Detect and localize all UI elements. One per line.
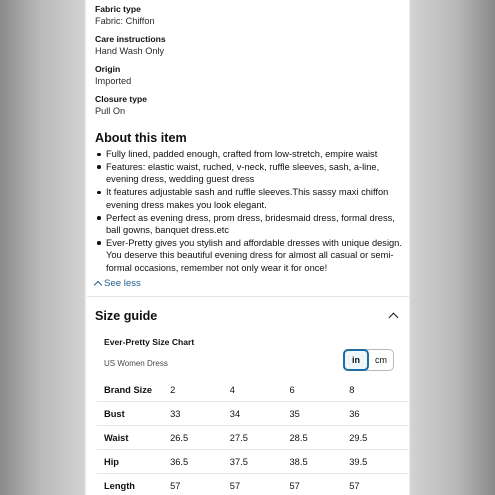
size-chart-title: Ever-Pretty Size Chart bbox=[104, 337, 195, 347]
table-cell: 6 bbox=[290, 378, 350, 402]
unit-option-cm[interactable]: cm bbox=[375, 355, 387, 365]
table-cell: 37.5 bbox=[230, 450, 290, 474]
table-cell: 57 bbox=[229, 480, 241, 491]
table-cell: 36.5 bbox=[170, 450, 230, 474]
unit-option-in[interactable]: in bbox=[343, 349, 369, 371]
chevron-up-icon bbox=[94, 281, 102, 289]
attribute-value: Pull On bbox=[95, 106, 126, 116]
table-cell: 29.5 bbox=[349, 426, 409, 450]
table-row bbox=[97, 450, 409, 474]
table-cell: 28.5 bbox=[290, 426, 350, 450]
size-chart-subtitle: US Women Dress bbox=[104, 359, 168, 368]
attribute-label: Care instructions bbox=[95, 34, 166, 44]
table-cell: 57 bbox=[170, 480, 181, 491]
unit-toggle bbox=[343, 349, 394, 371]
table-cell: 26.5 bbox=[170, 426, 230, 450]
table-cell: 36 bbox=[349, 402, 409, 426]
row-header: Waist bbox=[97, 426, 170, 450]
attribute-value: Imported bbox=[95, 76, 132, 86]
table-row bbox=[97, 402, 409, 426]
product-details-panel bbox=[87, 0, 409, 495]
table-cell: 4 bbox=[230, 378, 290, 402]
bullet-item: Ever-Pretty gives you stylish and affordable dresses with unique design. You deserve this beautiful evening dress for almost all casual or semi-formal occasions, remember not only wear it for once! bbox=[95, 237, 407, 274]
see-less-link[interactable] bbox=[95, 278, 141, 289]
about-bullet-list bbox=[95, 148, 407, 275]
row-header: Hip bbox=[97, 450, 170, 474]
row-header: Brand Size bbox=[97, 378, 170, 402]
section-divider bbox=[87, 296, 409, 297]
row-header: Bust bbox=[97, 402, 170, 426]
table-cell: 57 bbox=[349, 480, 360, 491]
chevron-up-icon bbox=[389, 313, 399, 323]
attribute-origin bbox=[95, 64, 131, 87]
attribute-label: Closure type bbox=[95, 94, 148, 104]
bullet-item: Features: elastic waist, ruched, v-neck, ruffle sleeves, sash, a-line, evening dress, wedding guest dress bbox=[95, 161, 407, 186]
table-row bbox=[97, 426, 409, 450]
bullet-item: Perfect as evening dress, prom dress, bridesmaid dress, formal dress, ball gowns, banquet dress.etc bbox=[95, 212, 407, 237]
size-guide-collapse-button[interactable] bbox=[387, 310, 401, 322]
about-section-title: About this item bbox=[95, 131, 187, 145]
attribute-care-instructions bbox=[95, 34, 166, 57]
table-cell: 27.5 bbox=[230, 426, 290, 450]
attribute-label: Fabric type bbox=[95, 4, 141, 14]
table-row bbox=[97, 378, 409, 402]
attribute-closure-type bbox=[95, 94, 147, 117]
table-cell: 38.5 bbox=[290, 450, 350, 474]
table-row bbox=[97, 474, 409, 495]
attribute-value: Fabric: Chiffon bbox=[95, 16, 155, 26]
size-guide-title: Size guide bbox=[95, 309, 158, 323]
table-cell: 33 bbox=[170, 402, 230, 426]
see-less-label: See less bbox=[104, 278, 141, 289]
table-cell: 35 bbox=[290, 402, 350, 426]
bullet-item: Fully lined, padded enough, crafted from low-stretch, empire waist bbox=[95, 148, 407, 160]
attribute-value: Hand Wash Only bbox=[95, 46, 165, 56]
table-cell: 57 bbox=[289, 480, 300, 491]
attribute-label: Origin bbox=[95, 64, 121, 74]
table-cell: 8 bbox=[349, 378, 409, 402]
table-cell: 39.5 bbox=[349, 450, 409, 474]
table-cell: 34 bbox=[230, 402, 290, 426]
bullet-item: It features adjustable sash and ruffle sleeves.This sassy maxi chiffon evening dress makes you look elegant. bbox=[95, 186, 407, 211]
table-cell: 2 bbox=[170, 378, 230, 402]
row-header: Length bbox=[104, 480, 135, 491]
size-chart-table bbox=[97, 378, 409, 495]
attribute-fabric-type bbox=[95, 4, 155, 27]
